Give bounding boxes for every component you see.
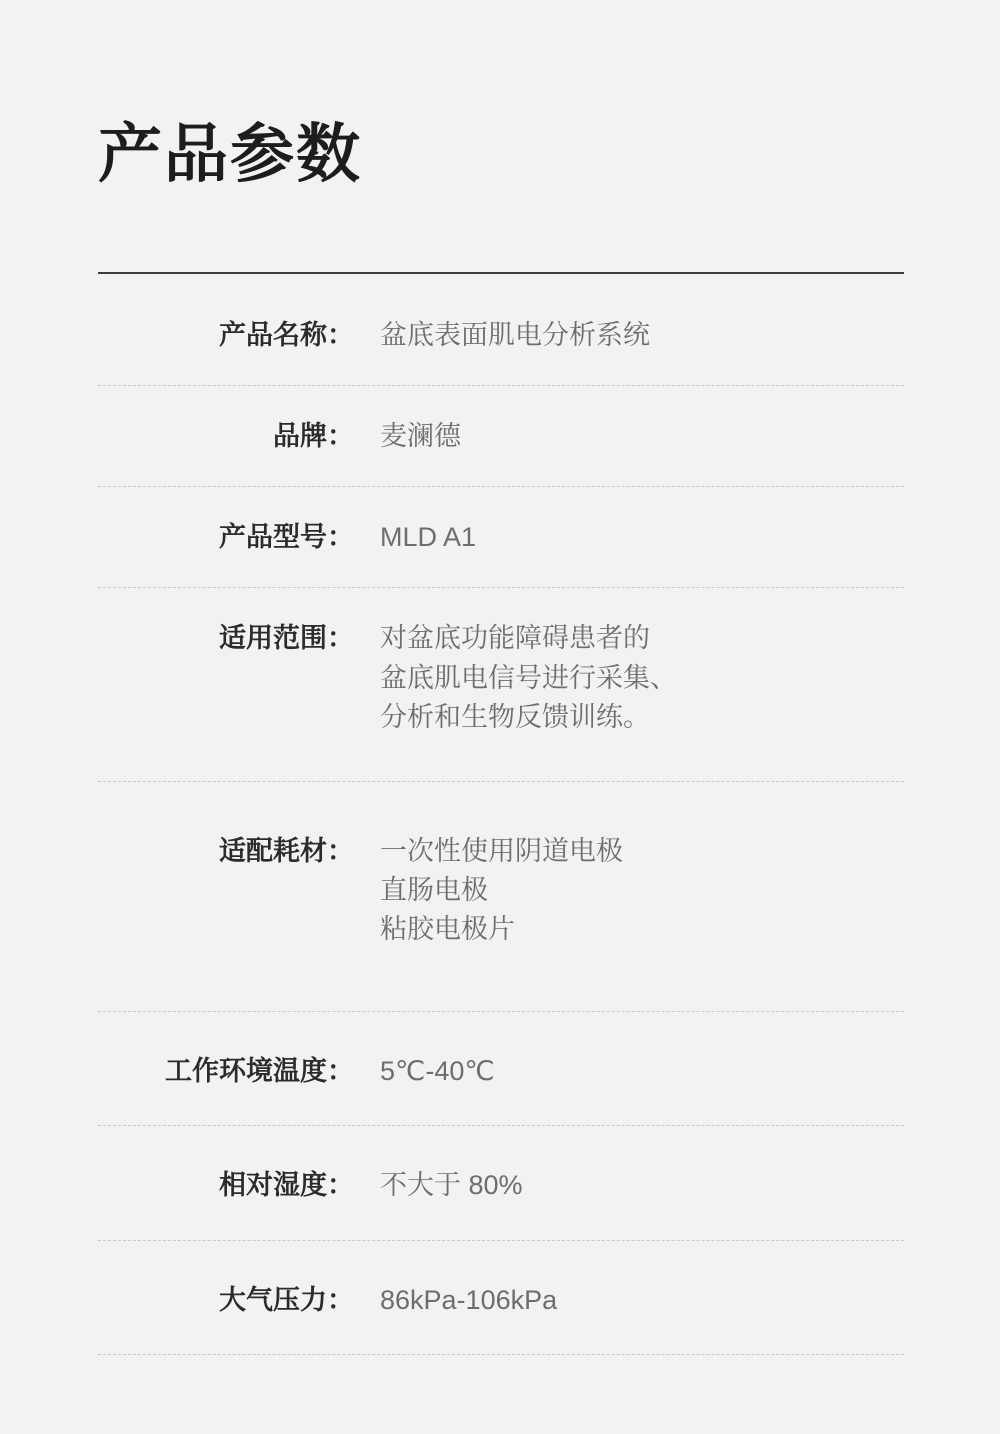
- spec-value-line: 盆底表面肌电分析系统: [380, 320, 650, 350]
- table-row: [98, 1241, 904, 1355]
- spec-table: [98, 272, 904, 1355]
- spec-label-product-name: 产品名称：: [219, 320, 354, 350]
- table-row: [98, 274, 904, 386]
- table-row: [98, 1126, 904, 1240]
- spec-value-line: 盆底肌电信号进行采集、: [380, 662, 677, 693]
- spec-value-line: 直肠电极: [380, 874, 488, 905]
- spec-value-line: 5℃-40℃: [380, 1056, 495, 1087]
- spec-value-atmospheric-pressure: [360, 1281, 904, 1320]
- page-title: 产品参数: [98, 117, 362, 190]
- spec-value-brand: [360, 417, 904, 456]
- table-row: [98, 487, 904, 588]
- table-row: [98, 1012, 904, 1126]
- table-row: [98, 782, 904, 1012]
- table-row: [98, 588, 904, 781]
- spec-value-relative-humidity: [360, 1166, 904, 1205]
- spec-value-line: MLD A1: [380, 522, 477, 553]
- spec-value-operating-temperature: [360, 1052, 904, 1091]
- spec-value-product-name: [360, 316, 904, 355]
- spec-value-line: 不大于 80%: [380, 1170, 523, 1201]
- spec-label-model: 产品型号：: [219, 522, 354, 553]
- spec-value-line: 86kPa-106kPa: [380, 1284, 558, 1315]
- spec-label-operating-temperature: 工作环境温度：: [165, 1056, 354, 1087]
- spec-value-scope: [360, 619, 904, 736]
- spec-value-line: 分析和生物反馈训练。: [380, 701, 650, 732]
- spec-value-line: 一次性使用阴道电极: [380, 835, 623, 866]
- spec-label-relative-humidity: 相对湿度：: [219, 1170, 354, 1201]
- spec-label-brand: 品牌：: [273, 421, 354, 452]
- spec-label-atmospheric-pressure: 大气压力：: [219, 1284, 354, 1315]
- spec-value-line: 对盆底功能障碍患者的: [380, 623, 650, 654]
- table-row: [98, 386, 904, 487]
- spec-value-line: 粘胶电极片: [380, 914, 515, 945]
- spec-label-consumables: 适配耗材：: [219, 835, 354, 866]
- spec-value-line: 麦澜德: [380, 421, 461, 452]
- spec-value-model: [360, 518, 904, 557]
- spec-label-scope: 适用范围：: [219, 623, 354, 654]
- spec-value-consumables: [360, 832, 904, 949]
